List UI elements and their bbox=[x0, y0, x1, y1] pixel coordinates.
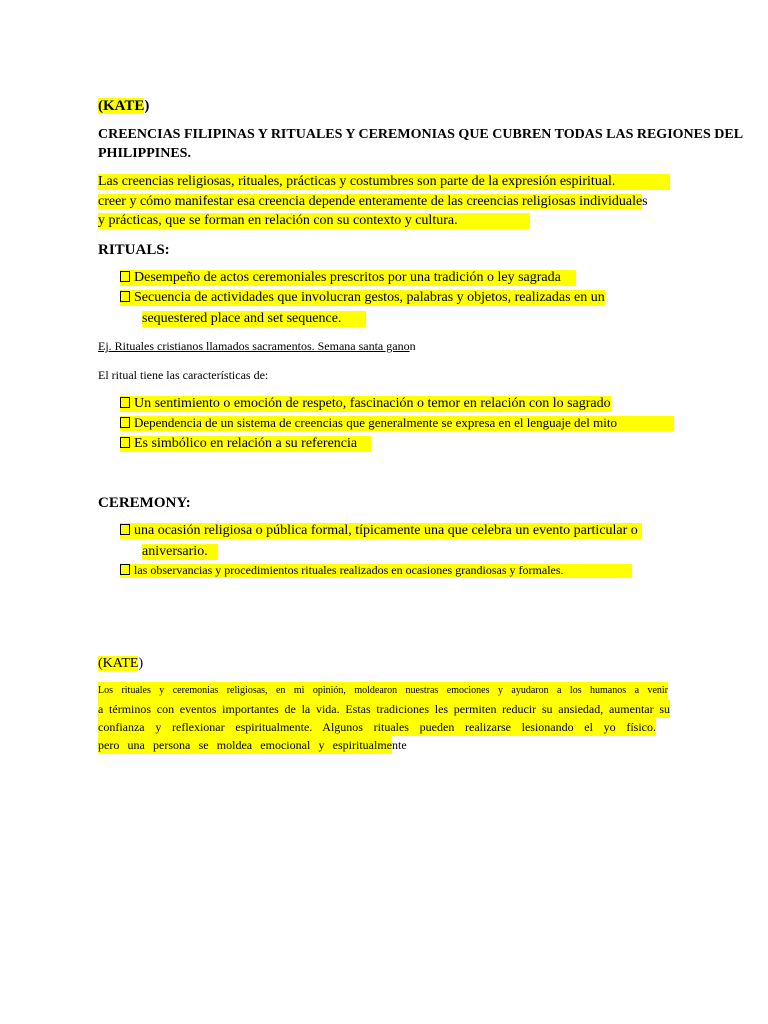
bullet-icon bbox=[120, 397, 130, 408]
closing-author-label: (KATE) bbox=[98, 656, 144, 671]
author-label bbox=[98, 98, 149, 115]
closing-line-4: pero una persona se moldea emocional y espiritualmente bbox=[98, 738, 407, 752]
bullet-icon bbox=[120, 524, 130, 535]
intro-line-2: creer y cómo manifestar esa creencia depende enteramente de las creencias religiosas individuales bbox=[98, 194, 648, 209]
ritual-bullet-1: Desempeño de actos ceremoniales prescritos por una tradición o ley sagrada bbox=[120, 270, 576, 286]
rituals-example: Ej. Rituales cristianos llamados sacramentos. Semana santa ganon bbox=[98, 339, 416, 353]
closing-paragraph bbox=[98, 682, 670, 754]
rituals-heading: RITUALS: bbox=[98, 242, 170, 258]
characteristic-2: Dependencia de un sistema de creencias que generalmente se expresa en el lenguaje del mito bbox=[120, 416, 674, 431]
characteristics-intro: El ritual tiene las características de: bbox=[98, 368, 269, 382]
ceremony-heading: CEREMONY: bbox=[98, 495, 191, 511]
document-title-line-2: PHILIPPINES. bbox=[98, 146, 191, 161]
characteristic-3: Es simbólico en relación a su referencia bbox=[120, 436, 371, 452]
intro-line-1: Las creencias religiosas, rituales, prácticas y costumbres son parte de la expresión espiritual. bbox=[98, 174, 670, 190]
author-paren: ) bbox=[144, 98, 150, 114]
ritual-bullet-2: Secuencia de actividades que involucran gestos, palabras y objetos, realizadas en un bbox=[120, 290, 605, 306]
bullet-icon bbox=[120, 437, 130, 448]
closing-line-2: a términos con eventos importantes de la vida. Estas tradiciones les permiten reducir su ansiedad, aumentar su bbox=[98, 702, 670, 716]
ceremony-bullet-2: las observancias y procedimientos rituales realizados en ocasiones grandiosas y formales. bbox=[120, 564, 632, 578]
bullet-icon bbox=[120, 417, 130, 428]
author-highlight: (KATE bbox=[98, 98, 145, 114]
document-title-line-1: CREENCIAS FILIPINAS Y RITUALES Y CEREMONIAS QUE CUBREN TODAS LAS REGIONES DEL bbox=[98, 127, 744, 142]
ritual-bullet-2-continued: sequestered place and set sequence. bbox=[142, 311, 366, 327]
intro-line-3: y prácticas, que se forman en relación con su contexto y cultura. bbox=[98, 213, 530, 229]
bullet-icon bbox=[120, 271, 130, 282]
ceremony-bullet-1: una ocasión religiosa o pública formal, típicamente una que celebra un evento particular o bbox=[120, 523, 642, 539]
closing-line-3: confianza y reflexionar espiritualmente. Algunos rituales pueden realizarse lesionando el yo físico. bbox=[98, 720, 656, 734]
characteristic-1: Un sentimiento o emoción de respeto, fascinación o temor en relación con lo sagrado bbox=[120, 396, 611, 412]
bullet-icon bbox=[120, 291, 130, 302]
closing-line-1: Los rituales y ceremonias religiosas, en mi opinión, moldearon nuestras emociones y ayudaron a los humanos a venir bbox=[98, 682, 668, 700]
bullet-icon bbox=[120, 564, 130, 575]
ceremony-bullet-1-continued: aniversario. bbox=[142, 544, 218, 560]
